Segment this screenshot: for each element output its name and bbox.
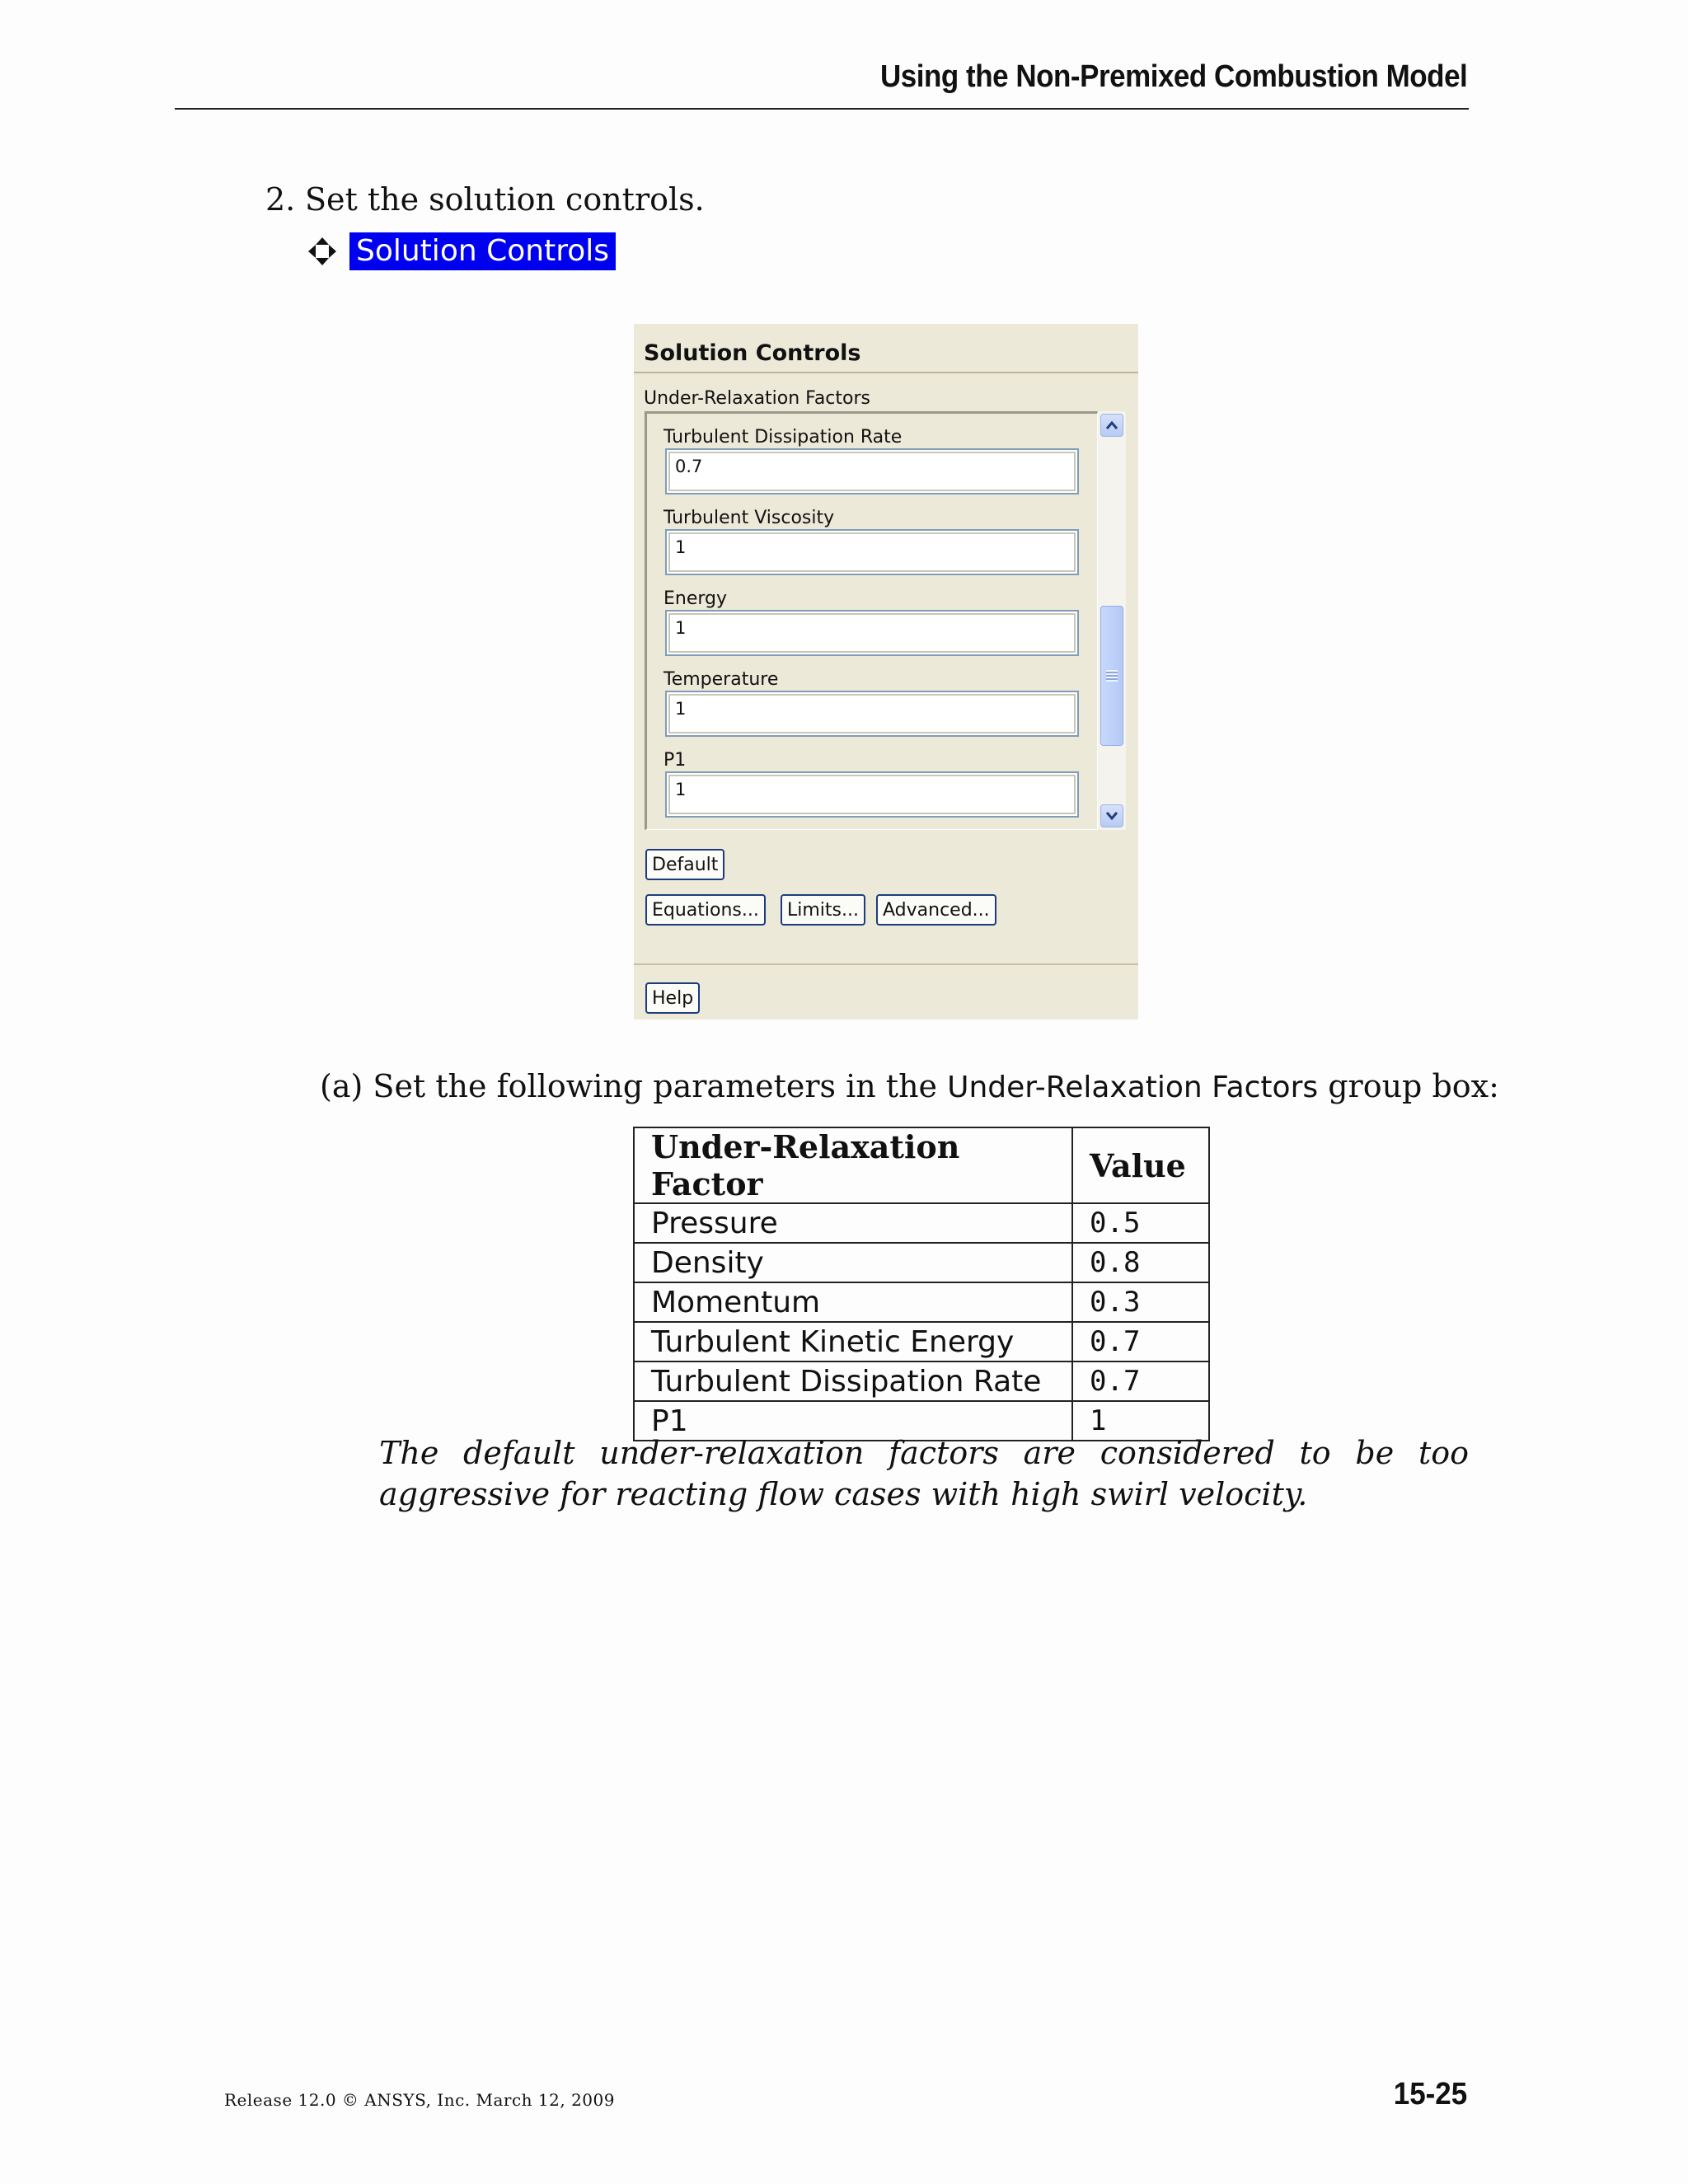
table-cell-factor: Turbulent Kinetic Energy: [634, 1322, 1072, 1361]
table-cell-value: 0.7: [1072, 1361, 1209, 1401]
table-cell-factor: Turbulent Dissipation Rate: [634, 1361, 1072, 1401]
note-paragraph: The default under-relaxation factors are considered to be too aggressive for reacting flow cases with high swirl velocity.: [379, 1435, 1469, 1512]
field-label-turbulent-viscosity: Turbulent Viscosity: [663, 508, 835, 528]
scroll-up-button[interactable]: [1100, 414, 1123, 437]
grip-icon: [1106, 670, 1118, 682]
limits-button[interactable]: Limits...: [781, 894, 865, 926]
table-row: [634, 1361, 1209, 1401]
table-row: [634, 1322, 1209, 1361]
table-cell-factor: Density: [634, 1243, 1072, 1282]
solution-controls-link[interactable]: Solution Controls: [349, 232, 616, 270]
running-header: Using the Non-Premixed Combustion Model: [879, 59, 1467, 94]
table-cell-factor: Momentum: [634, 1282, 1072, 1322]
substep-group-name: Under-Relaxation Factors: [947, 1071, 1319, 1104]
table-cell-value: 1: [1072, 1401, 1209, 1441]
substep-a: [320, 1068, 1499, 1104]
table-cell-factor: P1: [634, 1401, 1072, 1441]
table-row: [634, 1282, 1209, 1322]
turbulent-dissipation-rate-input[interactable]: 0.7: [665, 448, 1079, 494]
table-row: [634, 1243, 1209, 1282]
dialog-title-divider: [634, 372, 1138, 373]
field-label-p1: P1: [663, 750, 687, 771]
group-label: Under-Relaxation Factors: [644, 388, 870, 409]
under-relaxation-panel: [645, 411, 1098, 830]
p1-input[interactable]: 1: [665, 771, 1079, 818]
move-arrows-icon: [307, 236, 338, 267]
table-header-row: [634, 1127, 1209, 1203]
chevron-down-icon: [1105, 811, 1118, 821]
footer-release: Release 12.0 © ANSYS, Inc. March 12, 2009: [224, 2090, 615, 2110]
field-label-turbulent-dissipation-rate: Turbulent Dissipation Rate: [663, 427, 903, 448]
header-rule: [175, 108, 1469, 110]
step-text: Set the solution controls.: [305, 181, 705, 218]
solution-controls-dialog: [634, 324, 1138, 1019]
under-relaxation-table: [633, 1127, 1210, 1441]
table-header-factor: Under-Relaxation Factor: [634, 1127, 1072, 1203]
vertical-scrollbar[interactable]: [1098, 411, 1126, 830]
help-button[interactable]: Help: [645, 982, 700, 1014]
substep-marker: (a): [320, 1068, 363, 1104]
table-cell-value: 0.7: [1072, 1322, 1209, 1361]
dialog-title: Solution Controls: [644, 340, 861, 366]
step-2: [265, 181, 705, 218]
scroll-down-button[interactable]: [1100, 804, 1123, 827]
field-label-temperature: Temperature: [663, 669, 779, 690]
advanced-button[interactable]: Advanced...: [876, 894, 996, 926]
equations-button[interactable]: Equations...: [645, 894, 766, 926]
table-header-value: Value: [1072, 1127, 1209, 1203]
table-cell-value: 0.3: [1072, 1282, 1209, 1322]
energy-input[interactable]: 1: [665, 610, 1079, 656]
step-number: 2.: [265, 181, 296, 218]
menu-path: [307, 232, 616, 270]
turbulent-viscosity-input[interactable]: 1: [665, 529, 1079, 575]
table-row: [634, 1203, 1209, 1243]
scroll-thumb[interactable]: [1100, 606, 1123, 746]
dialog-footer-divider: [634, 963, 1138, 965]
table-cell-value: 0.5: [1072, 1203, 1209, 1243]
field-label-energy: Energy: [663, 588, 728, 609]
table-cell-value: 0.8: [1072, 1243, 1209, 1282]
table-cell-factor: Pressure: [634, 1203, 1072, 1243]
default-button[interactable]: Default: [645, 849, 724, 880]
substep-text-before: Set the following parameters in the: [373, 1068, 938, 1104]
page-number: 15-25: [1393, 2077, 1467, 2111]
temperature-input[interactable]: 1: [665, 691, 1079, 737]
chevron-up-icon: [1105, 420, 1118, 430]
substep-text-after: group box:: [1328, 1068, 1499, 1104]
